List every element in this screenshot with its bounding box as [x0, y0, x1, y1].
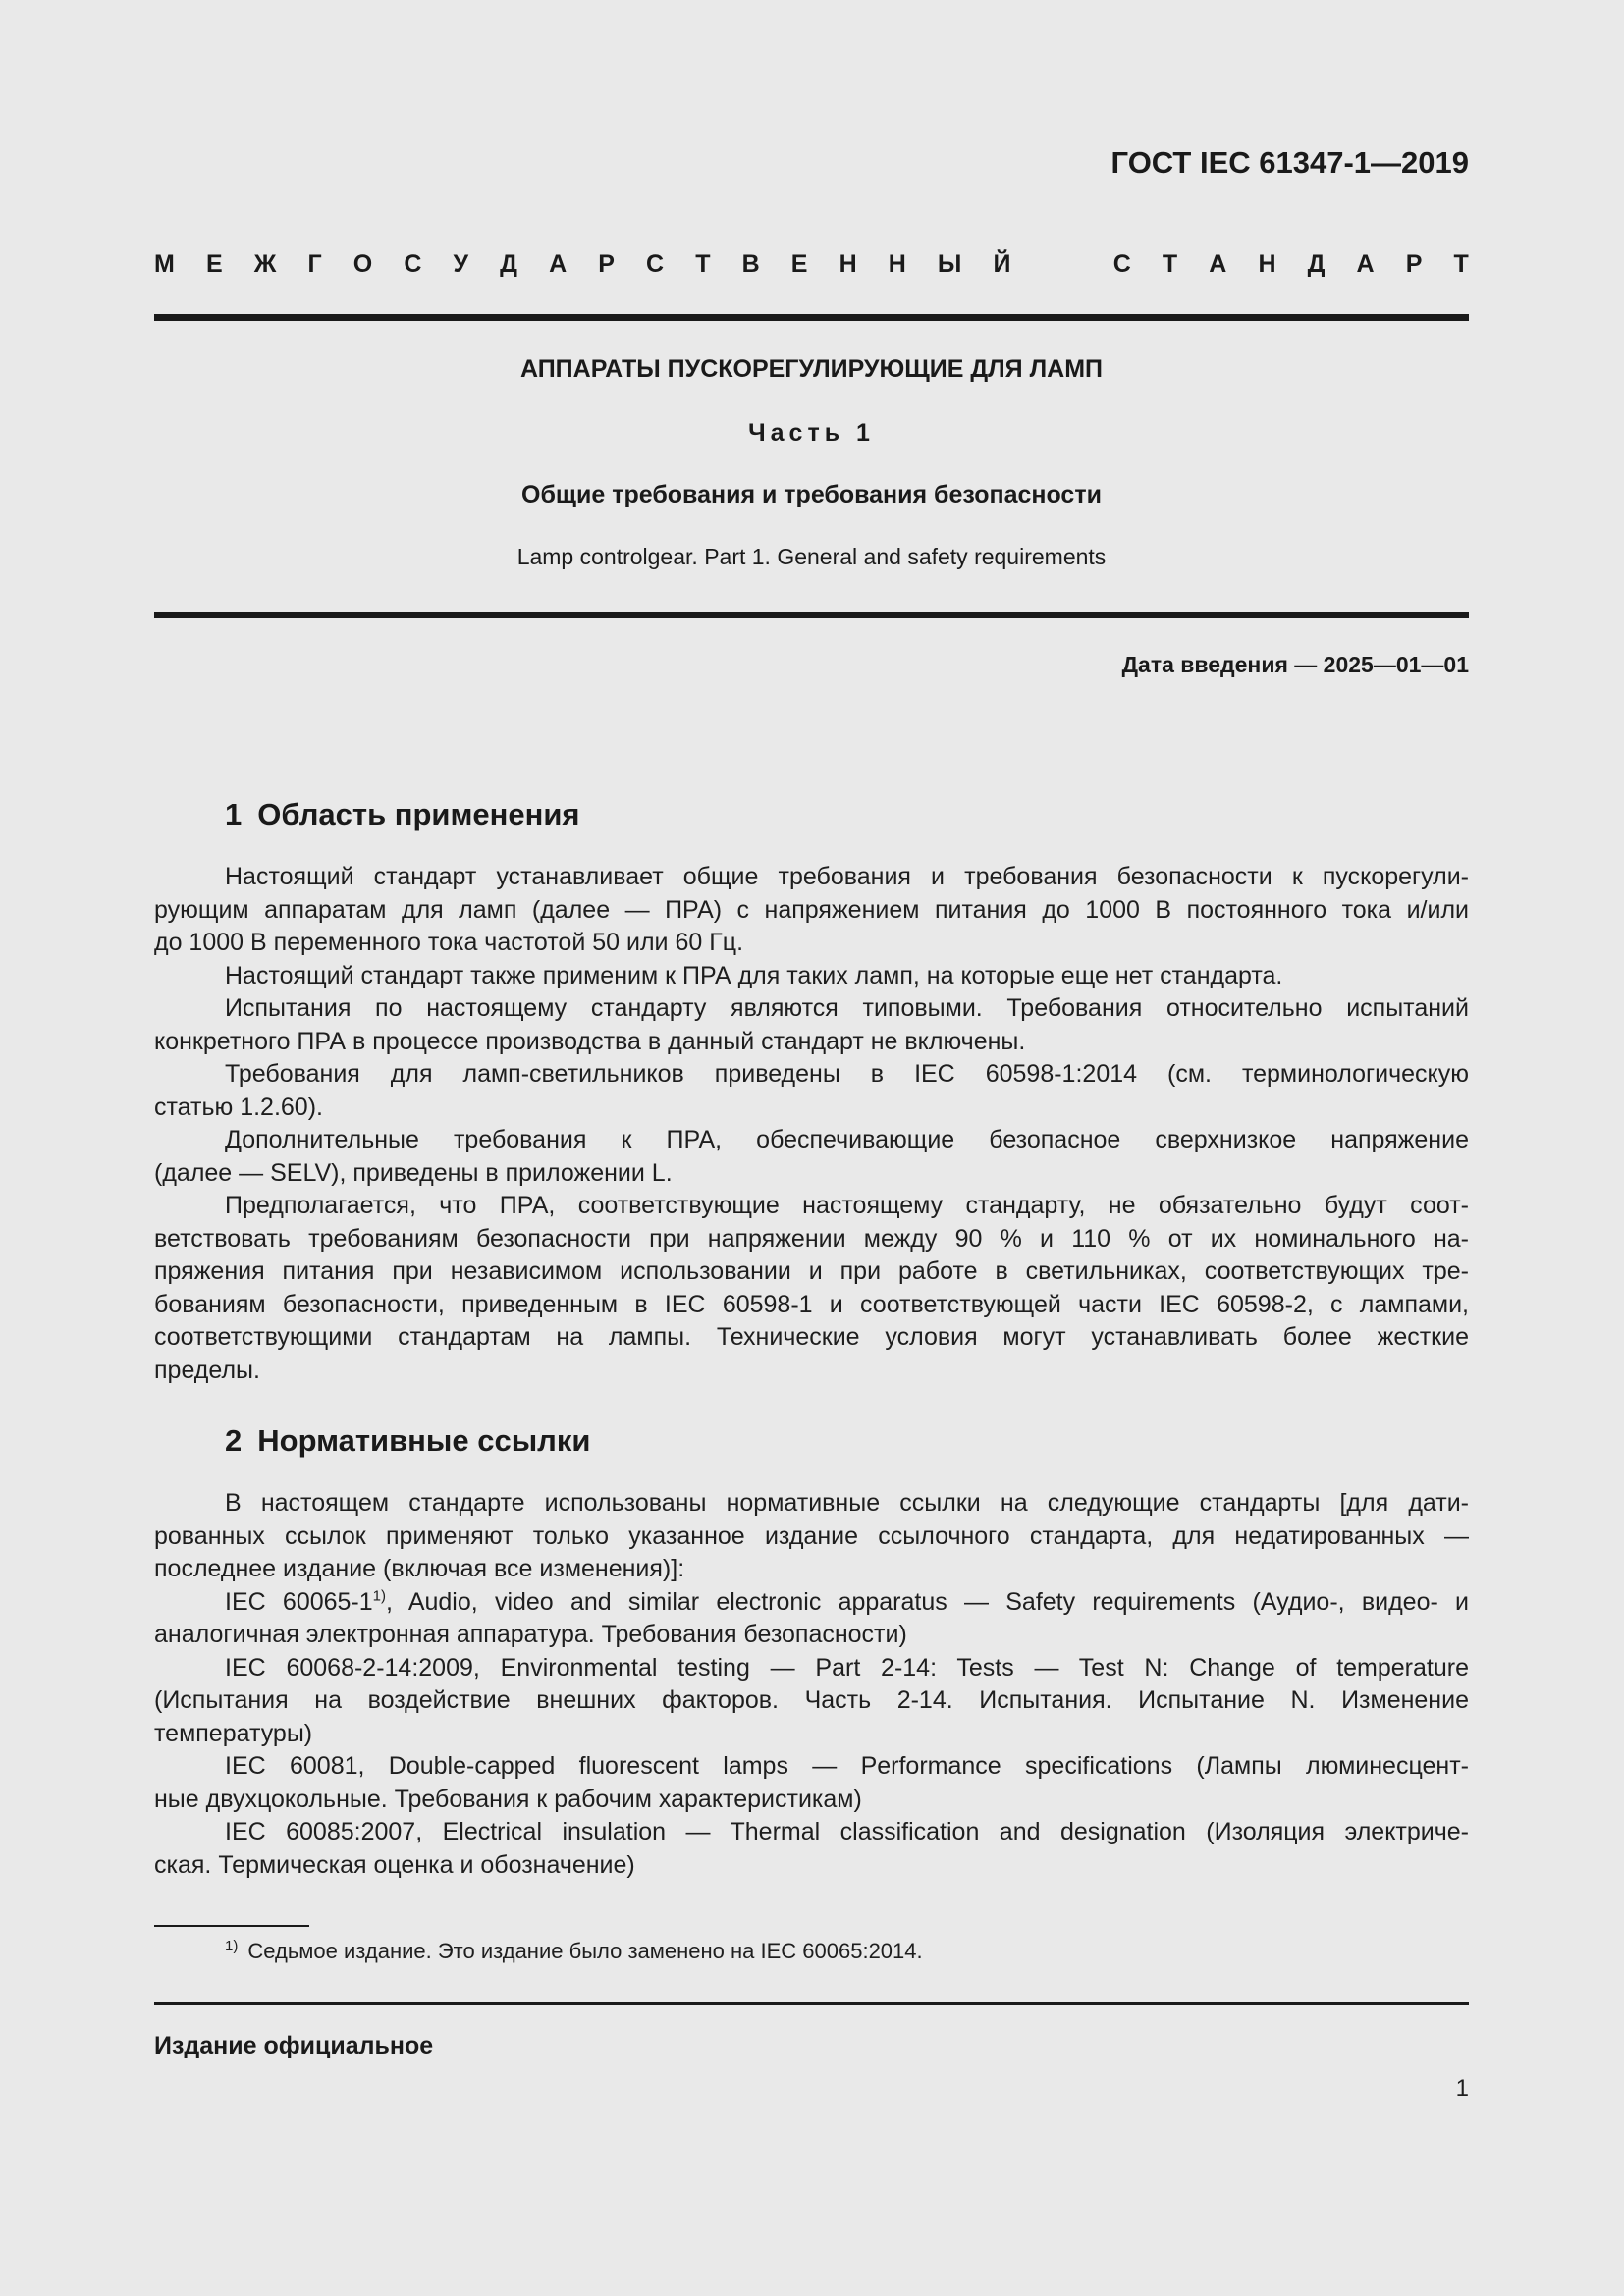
text-line: Настоящий стандарт также применим к ПРА для таких ламп, на которые еще нет стандарта. [225, 961, 1283, 989]
footnote-separator [154, 1925, 309, 1927]
text-line: IEC 60085:2007, Electrical insulation — Thermal classification and designation (Изоляция электриче- [225, 1818, 1469, 1845]
section-1-number: 1 [225, 797, 243, 831]
standard-number: ГОСТ IEC 61347-1—2019 [1110, 145, 1469, 180]
document-english-title: Lamp controlgear. Part 1. General and safety requirements [516, 544, 1107, 569]
document-title: АППАРАТЫ ПУСКОРЕГУЛИРУЮЩИЕ ДЛЯ ЛАМП [519, 355, 1103, 383]
text-line: Дополнительные требования к ПРА, обеспечивающие безопасное сверхнизкое напряжение [225, 1126, 1469, 1153]
interstate-standard-banner [154, 250, 1469, 279]
text-line: ская. Термическая оценка и обозначение) [154, 1850, 635, 1879]
text-line: ветствовать требованиям безопасности при напряжении между 90 % и 110 % от их номинального на- [154, 1224, 1469, 1253]
document-part: Часть 1 [748, 419, 875, 447]
footnote-text: Седьмое издание. Это издание было заменено на IEC 60065:2014. [247, 1939, 923, 1963]
banner-letter: Д [1307, 250, 1326, 278]
banner-letter: С [404, 250, 422, 278]
footnote-mark: 1) [225, 1937, 239, 1954]
banner-letter: Н [1258, 250, 1276, 278]
footer-rule [154, 2002, 1469, 2005]
section-2-body [154, 1487, 1469, 1882]
text-line: IEC 60081, Double-capped fluorescent lamps — Performance specifications (Лампы люминесцент- [225, 1752, 1469, 1780]
banner-letter: Т [1162, 250, 1178, 278]
banner-letter: Р [1405, 250, 1423, 278]
text-line: статью 1.2.60). [154, 1093, 323, 1121]
text-line: пределы. [154, 1356, 260, 1384]
text-line: ные двухцокольные. Требования к рабочим характеристикам) [154, 1785, 862, 1813]
banner-word-gap [1043, 250, 1082, 279]
section-1-title: Область применения [257, 797, 580, 831]
text-line: рованных ссылок применяют только указанное издание ссылочного стандарта, для недатированных — [154, 1522, 1469, 1550]
text-line: температуры) [154, 1719, 313, 1747]
text-line: рующим аппаратам для ламп (далее — ПРА) с напряжением питания до 1000 В постоянного тока и/или [154, 895, 1469, 924]
section-1-heading [225, 797, 580, 832]
banner-letter: Ы [937, 250, 962, 278]
footnote [225, 1939, 923, 1964]
banner-letter: В [741, 250, 760, 278]
text-line: Предполагается, что ПРА, соответствующие настоящему стандарту, не обязательно будут соот- [225, 1192, 1469, 1219]
text-line: Требования для ламп-светильников приведены в IEC 60598-1:2014 (см. терминологическую [225, 1060, 1469, 1088]
banner-letter: Н [888, 250, 906, 278]
section-2-number: 2 [225, 1423, 243, 1458]
document-subtitle: Общие требования и требования безопасности [521, 481, 1102, 508]
header-rule-top [154, 314, 1469, 321]
reference-iec-60065-1: IEC 60065-1$^{1)}$, Audio, video and similar electronic apparatus — Safety requirements (Аудио-, видео- и [225, 1587, 1469, 1616]
banner-letter: Т [1453, 250, 1469, 278]
banner-letter: Р [598, 250, 615, 278]
banner-letter: С [1112, 250, 1131, 278]
text-line: аналогичная электронная аппаратура. Требования безопасности) [154, 1621, 907, 1648]
text-line: соответствующими стандартам на лампы. Технические условия могут устанавливать более жесткие [154, 1323, 1469, 1351]
banner-letter: А [1209, 250, 1227, 278]
official-edition-label: Издание официальное [154, 2032, 434, 2059]
page-number: 1 [1455, 2075, 1469, 2102]
banner-letter: Г [307, 250, 322, 278]
banner-letter: Ж [253, 250, 277, 278]
banner-letter: О [352, 250, 373, 278]
text-line: (Испытания на воздействие внешних факторов. Часть 2-14. Испытания. Испытание N. Изменение [154, 1686, 1469, 1714]
banner-letter: Д [500, 250, 517, 278]
header-rule-bottom [154, 612, 1469, 618]
text-line: пряжения питания при независимом использовании и при работе в светильниках, соответствующих тре- [154, 1257, 1469, 1285]
section-2-heading [225, 1423, 590, 1459]
banner-letter: Е [790, 250, 808, 278]
text-line: до 1000 В переменного тока частотой 50 или 60 Гц. [154, 929, 744, 956]
text-line: бованиям безопасности, приведенным в IEC 60598-1 и соответствующей части IEC 60598-2, с лампами, [154, 1290, 1469, 1318]
text-line: В настоящем стандарте использованы нормативные ссылки на следующие стандарты [для дати- [225, 1489, 1469, 1517]
introduction-date: Дата введения — 2025—01—01 [1121, 652, 1469, 677]
banner-letter: Е [205, 250, 223, 278]
text-line: конкретного ПРА в процессе производства в данный стандарт не включены. [154, 1027, 1026, 1055]
banner-letter: А [549, 250, 568, 278]
section-1-body [154, 861, 1469, 1387]
banner-letter: Т [695, 250, 711, 278]
footnote-reference[interactable]: 1) [372, 1587, 387, 1605]
banner-letter: М [154, 250, 175, 278]
banner-letter: Й [993, 250, 1011, 278]
banner-letter: У [453, 250, 469, 278]
banner-letter: Н [839, 250, 857, 278]
section-2-title: Нормативные ссылки [257, 1423, 591, 1458]
banner-letter: А [1356, 250, 1375, 278]
text-line: последнее издание (включая все изменения)]: [154, 1555, 685, 1582]
text-line: IEC 60068-2-14:2009, Environmental testing — Part 2-14: Tests — Test N: Change of temperature [225, 1653, 1469, 1682]
text-line: Испытания по настоящему стандарту являются типовыми. Требования относительно испытаний [225, 994, 1469, 1022]
text-line: Настоящий стандарт устанавливает общие требования и требования безопасности к пускорегули- [225, 863, 1469, 890]
text-line: (далее — SELV), приведены в приложении L. [154, 1158, 673, 1187]
banner-letter: С [646, 250, 665, 278]
